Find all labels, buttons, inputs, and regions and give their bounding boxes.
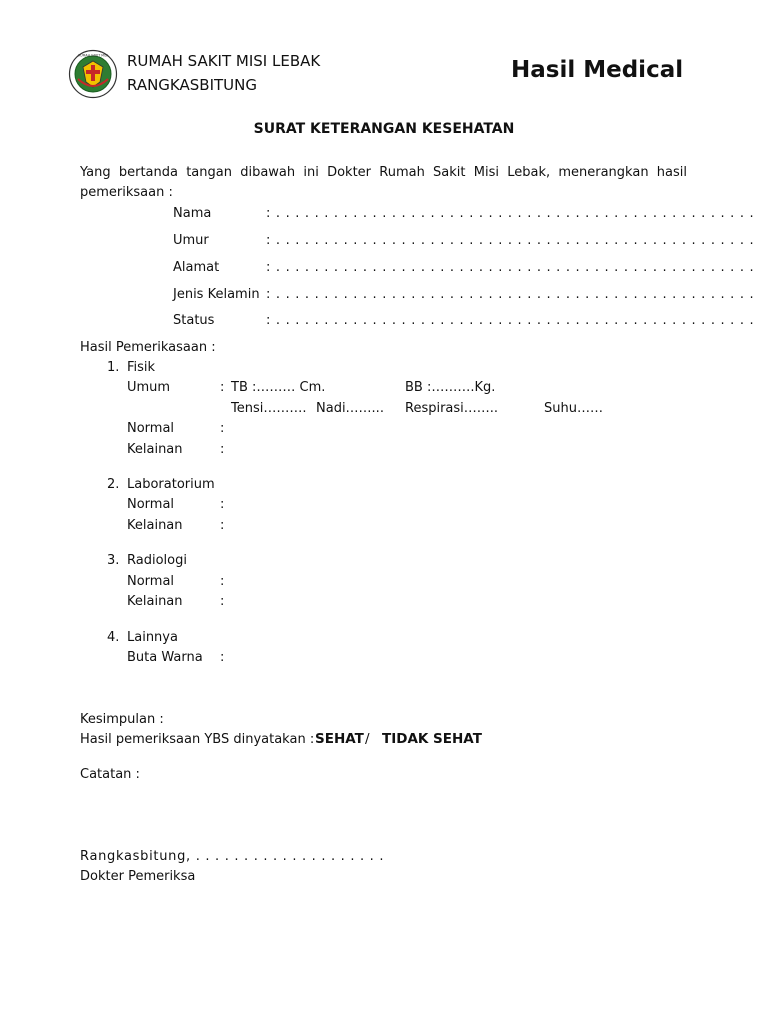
document-label: Hasil Medical <box>511 57 684 83</box>
lab-kelainan-colon: : <box>220 518 225 533</box>
field-value-umur: : . . . . . . . . . . . . . . . . . . . . . . . . . . . . . . . . . . . . . . . . . . . . . . . . . . <box>266 233 755 248</box>
field-value-jenis-kelamin: : . . . . . . . . . . . . . . . . . . . . . . . . . . . . . . . . . . . . . . . . . . . . . . . . . . <box>266 287 755 302</box>
intro-paragraph: Yang bertanda tangan dibawah ini Dokter Rumah Sakit Misi Lebak, menerangkan hasil pemeriksaan : <box>80 165 687 200</box>
buta-warna-label: Buta Warna <box>127 650 203 665</box>
field-value-alamat: : . . . . . . . . . . . . . . . . . . . . . . . . . . . . . . . . . . . . . . . . . . . . . . . . . . <box>266 260 755 275</box>
option-separator: / <box>365 731 370 747</box>
field-value-status: : . . . . . . . . . . . . . . . . . . . . . . . . . . . . . . . . . . . . . . . . . . . . . . . . . . <box>266 313 755 328</box>
field-value-nama: : . . . . . . . . . . . . . . . . . . . . . . . . . . . . . . . . . . . . . . . . . . . . . . . . . . <box>266 206 755 221</box>
respirasi-field: Respirasi…….. <box>405 401 499 416</box>
section-number-radiologi: 3. <box>107 553 120 568</box>
fisik-kelainan-colon: : <box>220 442 225 457</box>
document-title: SURAT KETERANGAN KESEHATAN <box>253 121 515 137</box>
umum-label: Umum <box>127 380 171 395</box>
signature-role: Dokter Pemeriksa <box>80 869 196 884</box>
radiologi-normal-colon: : <box>220 574 225 589</box>
fisik-kelainan-label: Kelainan <box>127 442 183 457</box>
conclusion-heading: Kesimpulan : <box>80 712 164 727</box>
hospital-emblem-icon <box>68 49 118 99</box>
section-title-radiologi: Radiologi <box>127 553 187 568</box>
radiologi-kelainan-colon: : <box>220 594 225 609</box>
umum-colon: : <box>220 380 225 395</box>
field-label-alamat: Alamat <box>173 260 220 275</box>
signature-place-date: Rangkasbitung, . . . . . . . . . . . . . . . . . . . . <box>80 849 385 864</box>
tensi-field: Tensi………. <box>231 401 307 416</box>
results-heading: Hasil Pemerikasaan : <box>80 340 216 355</box>
option-sehat: SEHAT <box>315 731 364 747</box>
field-label-jenis-kelamin: Jenis Kelamin <box>173 287 260 302</box>
section-number-fisik: 1. <box>107 360 120 375</box>
lab-normal-colon: : <box>220 497 225 512</box>
field-label-status: Status <box>173 313 215 328</box>
suhu-field: Suhu…… <box>544 401 603 416</box>
section-number-lainnya: 4. <box>107 630 120 645</box>
section-title-laboratorium: Laboratorium <box>127 477 215 492</box>
hospital-name: RUMAH SAKIT MISI LEBAK <box>127 52 321 70</box>
section-number-laboratorium: 2. <box>107 477 120 492</box>
lab-kelainan-label: Kelainan <box>127 518 183 533</box>
radiologi-kelainan-label: Kelainan <box>127 594 183 609</box>
radiologi-normal-label: Normal <box>127 574 175 589</box>
fisik-normal-label: Normal <box>127 421 175 436</box>
option-tidak-sehat: TIDAK SEHAT <box>382 731 482 747</box>
tb-field: TB :……… Cm. <box>231 380 326 395</box>
conclusion-statement: Hasil pemeriksaan YBS dinyatakan : <box>80 732 315 747</box>
field-label-umur: Umur <box>173 233 209 248</box>
fisik-normal-colon: : <box>220 421 225 436</box>
svg-text:RUMAH SAKIT MISI: RUMAH SAKIT MISI <box>78 53 108 58</box>
field-label-nama: Nama <box>173 206 212 221</box>
lab-normal-label: Normal <box>127 497 175 512</box>
buta-warna-colon: : <box>220 650 225 665</box>
notes-label: Catatan : <box>80 767 140 782</box>
nadi-field: Nadi……... <box>316 401 384 416</box>
section-title-lainnya: Lainnya <box>127 630 178 645</box>
hospital-city: RANGKASBITUNG <box>127 76 257 94</box>
section-title-fisik: Fisik <box>127 360 156 375</box>
bb-field: BB :……….Kg. <box>405 380 496 395</box>
